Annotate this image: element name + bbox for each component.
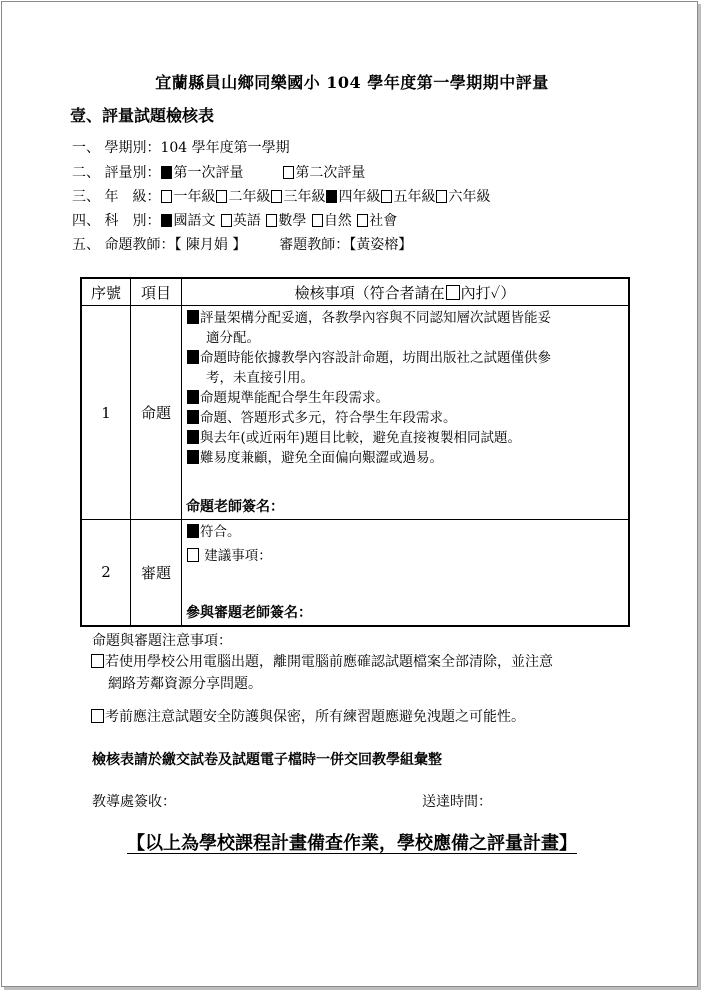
- grade-2-label: 二年級: [228, 189, 271, 205]
- row2-content: [182, 520, 630, 626]
- row2-item: 審題: [131, 520, 182, 626]
- grade-6-label: 六年級: [448, 189, 491, 205]
- grade-5-checkbox[interactable]: [381, 190, 392, 203]
- check-1-cont: 適分配。: [206, 330, 260, 346]
- check-4-text: 命題、答題形式多元，符合學生年段需求。: [200, 410, 457, 426]
- grade-1-label: 一年級: [173, 189, 216, 205]
- review-ok-checkbox[interactable]: [187, 524, 199, 538]
- subject-chinese-label: 國語文: [173, 213, 216, 229]
- review-suggest-text: 建議事項：: [204, 548, 272, 564]
- check-6-checkbox[interactable]: [187, 450, 199, 464]
- check-3-checkbox[interactable]: [187, 390, 199, 404]
- submit-instruction: 檢核表請於繳交試卷及試題電子檔時一併交回教學組彙整: [92, 752, 442, 768]
- review-suggest-checkbox[interactable]: [187, 548, 199, 562]
- subject-english-label: 英語: [232, 213, 261, 229]
- header-checkbox-glyph: [446, 285, 460, 300]
- semester-value: 104 學年度第一學期: [160, 140, 290, 156]
- grade-4-checkbox[interactable]: [326, 190, 337, 203]
- check-1-text: 評量架構分配妥適，各教學內容與不同認知層次試題皆能妥: [200, 310, 551, 326]
- footer-banner-text: 【以上為學校課程計畫備查作業，學校應備之評量計畫】: [127, 833, 577, 854]
- semester-line: [72, 137, 290, 157]
- header-content-text: 檢核事項（符合者請在: [294, 283, 445, 302]
- check-3-text: 命題規準能配合學生年段需求。: [200, 390, 389, 406]
- exam-label: 二、 評量別：: [72, 165, 161, 181]
- note-2-text: 考前應注意試題安全防護與保密，所有練習題應避免洩題之可能性。: [105, 709, 525, 725]
- row1-content: [182, 306, 630, 520]
- exam-line: [72, 162, 365, 182]
- subject-english-checkbox[interactable]: [221, 214, 232, 227]
- exam-option1-label: 第一次評量: [173, 165, 244, 181]
- note-2: [90, 706, 650, 728]
- check-5-text: 與去年(或近兩年)題目比較，避免直接複製相同試題。: [200, 430, 522, 446]
- table-row: [81, 520, 629, 626]
- check-2-checkbox[interactable]: [187, 350, 199, 364]
- review-ok-text: 符合。: [200, 524, 241, 540]
- check-1-checkbox[interactable]: [187, 310, 199, 324]
- reviewer-label: 審題教師：【黃姿榕】: [279, 237, 413, 253]
- semester-label: 一、 學期別：: [72, 140, 161, 156]
- subject-math-checkbox[interactable]: [266, 214, 277, 227]
- footer-banner: [0, 829, 704, 855]
- note-1: [90, 651, 650, 695]
- row1-item: 命題: [131, 306, 182, 520]
- note-1-line2: 網路芳鄰資源分享問題。: [108, 676, 262, 692]
- review-table: [80, 277, 630, 627]
- subject-math-label: 數學: [278, 213, 307, 229]
- subject-chinese-checkbox[interactable]: [161, 214, 172, 227]
- author-signature-label: 命題老師簽名：: [186, 499, 284, 515]
- check-item: [186, 348, 624, 388]
- exam-option2-checkbox[interactable]: [283, 166, 294, 179]
- table-header-row: [81, 278, 629, 306]
- check-item: [186, 448, 624, 468]
- grade-3-checkbox[interactable]: [271, 190, 282, 203]
- exam-option2-label: 第二次評量: [295, 165, 366, 181]
- exam-option1-checkbox[interactable]: [161, 166, 172, 179]
- notes-heading: 命題與審題注意事項：: [92, 633, 232, 649]
- grade-6-checkbox[interactable]: [436, 190, 447, 203]
- subject-science-label: 自然: [323, 213, 352, 229]
- grade-2-checkbox[interactable]: [216, 190, 227, 203]
- check-item: [186, 428, 624, 448]
- grade-4-label: 四年級: [338, 189, 381, 205]
- check-item: [186, 546, 624, 566]
- row1-num: 1: [81, 306, 131, 520]
- check-2-cont: 考，未直接引用。: [206, 370, 314, 386]
- delivery-time-label: 送達時間：: [422, 794, 492, 810]
- check-5-checkbox[interactable]: [187, 430, 199, 444]
- teacher-label: 五、 命題教師：【 陳月娟 】: [72, 237, 247, 253]
- grade-line: [72, 186, 490, 206]
- note-1-line1: 若使用學校公用電腦出題，離開電腦前應確認試題檔案全部清除，並注意: [105, 654, 553, 670]
- check-4-checkbox[interactable]: [187, 410, 199, 424]
- reviewer-signature-label: 參與審題老師簽名：: [186, 604, 312, 621]
- document-subtitle: 壹、評量試題檢核表: [70, 106, 215, 125]
- grade-5-label: 五年級: [393, 189, 436, 205]
- grade-3-label: 三年級: [283, 189, 326, 205]
- table-row: [81, 306, 629, 520]
- receipt-label: 教導處簽收：: [92, 794, 176, 810]
- header-item: 項目: [131, 278, 182, 306]
- grade-label: 三、 年 級：: [72, 189, 161, 205]
- subject-science-checkbox[interactable]: [312, 214, 323, 227]
- header-num: 序號: [81, 278, 131, 306]
- subject-line: [72, 210, 397, 230]
- subject-social-checkbox[interactable]: [357, 214, 368, 227]
- check-item: [186, 522, 624, 542]
- check-2-text: 命題時能依據教學內容設計命題，坊間出版社之試題僅供參: [200, 350, 551, 366]
- check-item: [186, 308, 624, 348]
- note-1-checkbox[interactable]: [91, 654, 104, 668]
- check-item: [186, 408, 624, 428]
- header-content-suffix: 內打✓）: [460, 283, 516, 302]
- check-6-text: 難易度兼顧，避免全面偏向艱澀或過易。: [200, 450, 443, 466]
- grade-1-checkbox[interactable]: [161, 190, 172, 203]
- header-content: [182, 278, 630, 306]
- document-title: 宜蘭縣員山鄉同樂國小 104 學年度第一學期期中評量: [155, 73, 549, 92]
- check-item: [186, 388, 624, 408]
- subject-social-label: 社會: [369, 213, 398, 229]
- subject-label: 四、 科 別：: [72, 213, 161, 229]
- row2-num: 2: [81, 520, 131, 626]
- teacher-line: [72, 234, 412, 254]
- note-2-checkbox[interactable]: [91, 709, 104, 723]
